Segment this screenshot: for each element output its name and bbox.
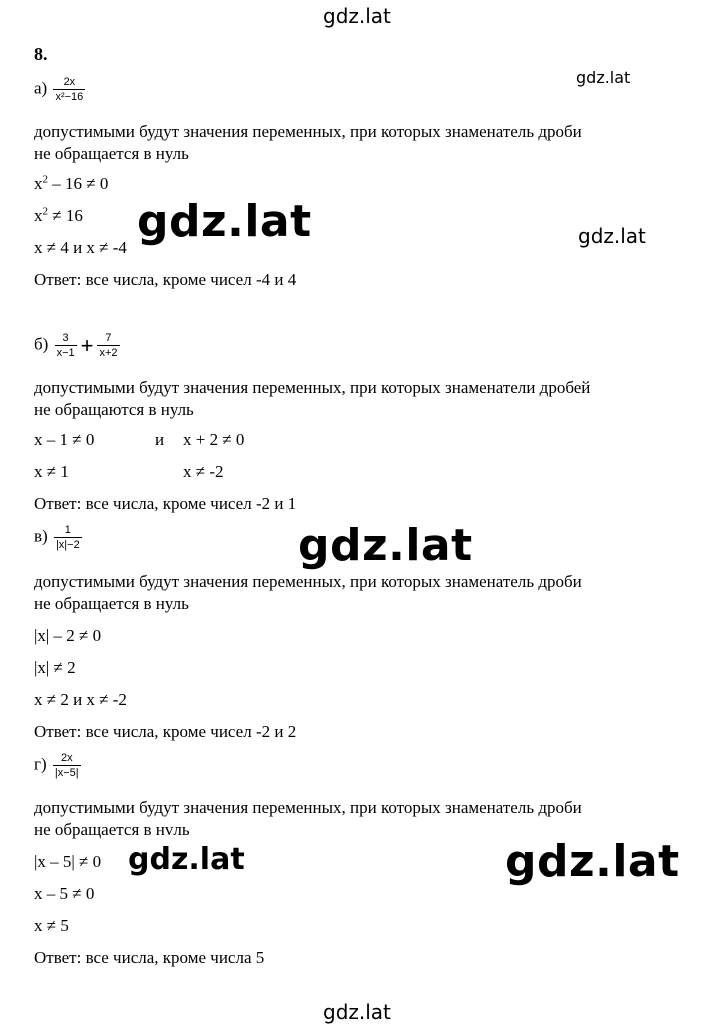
watermark-small-right: gdz.lat (576, 68, 631, 87)
part-a-answer: Ответ: все числа, кроме чисел -4 и 4 (34, 270, 297, 289)
part-g-explain-1: допустимыми будут значения переменных, при которых знаменатель дроби (34, 798, 582, 817)
part-g-numerator: 2x (60, 752, 73, 764)
part-v-answer: Ответ: все числа, кроме чисел -2 и 2 (34, 722, 297, 741)
plus-sign: + (80, 332, 94, 358)
watermark-big-1: gdz.lat (137, 196, 312, 247)
part-b-label: б) (34, 334, 49, 354)
watermark-big-3: gdz.lat (128, 842, 245, 877)
part-v-numerator: 1 (64, 524, 71, 536)
part-a-line-1-rest: – 16 ≠ 0 (48, 174, 109, 193)
part-b-line-2a: x ≠ 1 (34, 462, 69, 481)
part-b-denominator-2: x+2 (99, 347, 118, 359)
part-b-explain-1: допустимыми будут значения переменных, при которых знаменатели дробей (34, 378, 591, 397)
part-b-header (34, 332, 122, 359)
part-g-line-2: x – 5 ≠ 0 (34, 884, 95, 903)
part-v-label: в) (34, 526, 48, 546)
part-b-numerator-1: 3 (62, 332, 69, 344)
watermark-right-1: gdz.lat (578, 224, 646, 248)
part-a-line-2-exp: 2 (42, 205, 48, 218)
part-b-fraction-2 (97, 332, 119, 359)
part-b-line-2b: x ≠ -2 (183, 462, 224, 481)
part-a-explain-1: допустимыми будут значения переменных, при которых знаменатель дроби (34, 122, 582, 141)
watermark-top: gdz.lat (323, 4, 391, 28)
part-a-line-1-base: x (34, 174, 43, 193)
part-b-answer: Ответ: все числа, кроме чисел -2 и 1 (34, 494, 297, 513)
part-v-explain-2: не обращается в нуль (34, 594, 189, 613)
watermark-big-4: gdz.lat (505, 836, 680, 887)
part-b-line-1a: x – 1 ≠ 0 (34, 430, 95, 449)
part-g-explain-2: не обращается в нvль (34, 820, 190, 839)
watermark-bottom: gdz.lat (323, 1000, 391, 1024)
part-g-fraction (53, 752, 81, 779)
part-g-line-3: x ≠ 5 (34, 916, 69, 935)
part-a-line-3: x ≠ 4 и x ≠ -4 (34, 238, 127, 257)
part-g-label: г) (34, 754, 47, 774)
part-g-header (34, 752, 83, 779)
part-a-line-1 (34, 174, 108, 194)
part-b-numerator-2: 7 (105, 332, 112, 344)
part-a-header (34, 76, 87, 103)
part-v-denominator: |x|−2 (55, 539, 80, 551)
part-v-explain-1: допустимыми будут значения переменных, при которых знаменатель дроби (34, 572, 582, 591)
part-a-line-2 (34, 206, 83, 226)
part-a-numerator: 2x (63, 76, 76, 88)
part-v-line-2: |x| ≠ 2 (34, 658, 76, 677)
part-g-answer: Ответ: все числа, кроме числа 5 (34, 948, 265, 967)
task-number: 8. (34, 44, 48, 64)
part-a-explain-2: не обращается в нуль (34, 144, 189, 163)
part-g-line-1: |x – 5| ≠ 0 (34, 852, 102, 871)
part-b-and: и (155, 430, 165, 449)
part-b-fraction-1 (55, 332, 77, 359)
part-b-denominator-1: x−1 (56, 347, 75, 359)
part-v-fraction (54, 524, 82, 551)
part-g-denominator: |x−5| (54, 767, 79, 779)
part-v-header (34, 524, 84, 551)
part-a-fraction (53, 76, 85, 103)
part-a-line-2-base: x (34, 206, 43, 225)
part-a-line-2-rest: ≠ 16 (48, 206, 83, 225)
part-v-line-3: x ≠ 2 и x ≠ -2 (34, 690, 127, 709)
part-b-line-1b: x + 2 ≠ 0 (183, 430, 245, 449)
watermark-big-2: gdz.lat (298, 520, 473, 571)
part-a-label: а) (34, 78, 48, 98)
part-b-explain-2: не обращаются в нуль (34, 400, 194, 419)
part-v-line-1: |x| – 2 ≠ 0 (34, 626, 102, 645)
part-a-denominator: x²−16 (55, 91, 84, 103)
part-a-line-1-exp: 2 (42, 173, 48, 186)
